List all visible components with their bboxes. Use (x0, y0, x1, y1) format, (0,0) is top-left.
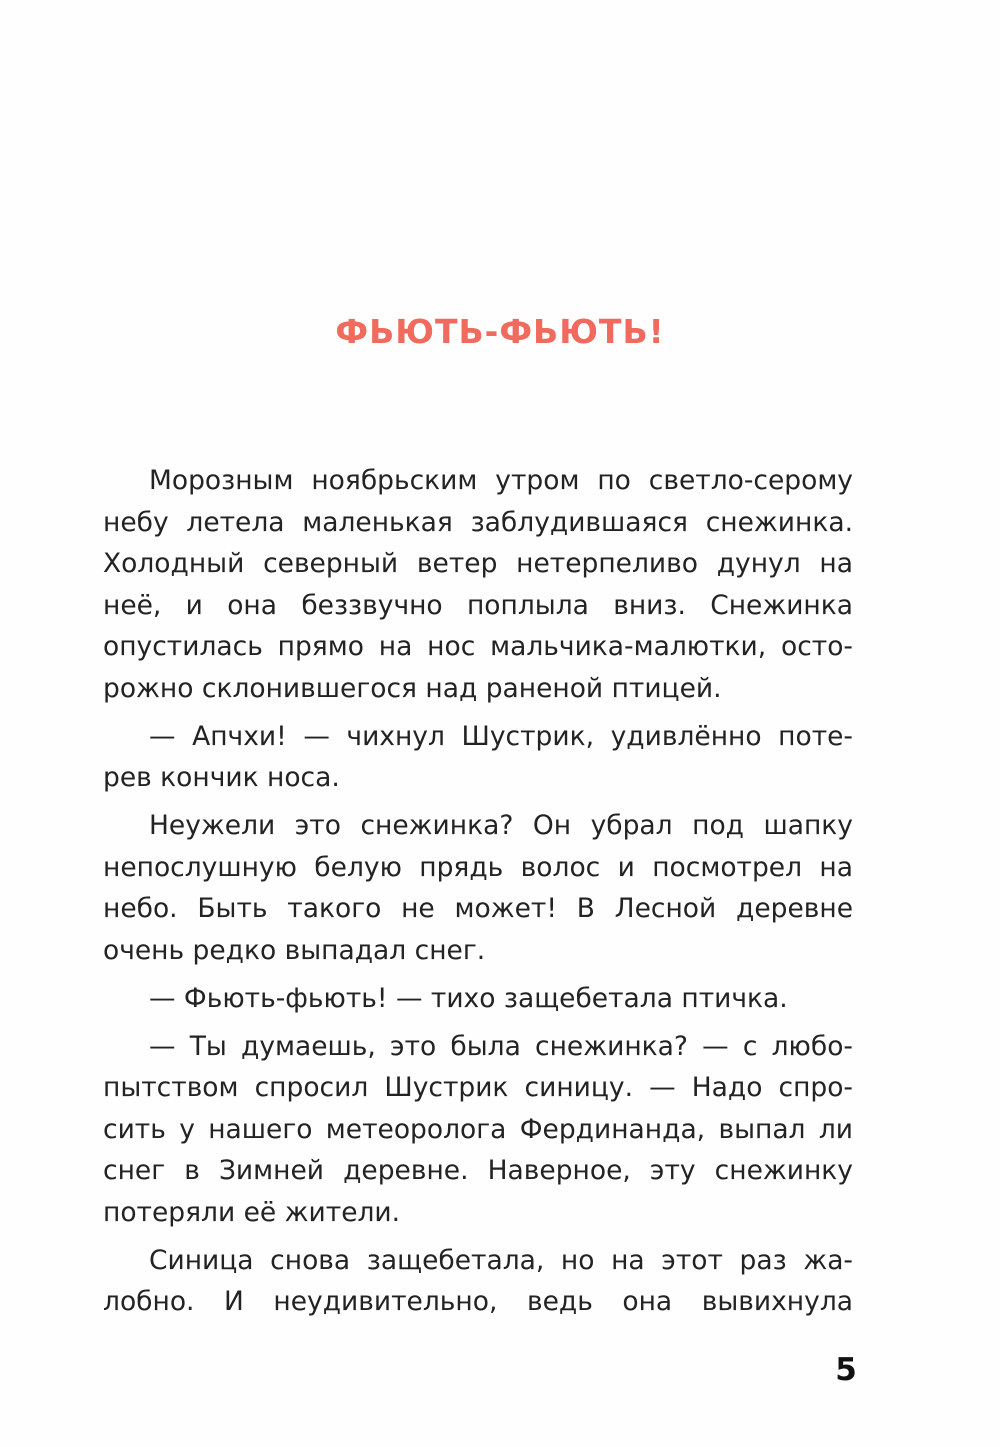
paragraph (103, 716, 853, 799)
text-line: Морозным ноябрьским утром по светло-серому (149, 465, 853, 496)
text-line: очень редко выпадал снег. (103, 934, 486, 966)
chapter-title: ФЬЮТЬ-ФЬЮТЬ! (335, 312, 665, 351)
paragraph (103, 460, 853, 709)
text-line: рожно склонившегося над раненой птицей. (103, 672, 722, 704)
text-line: непослушную белую прядь волос и посмотрел на (103, 851, 853, 883)
text-line: Синица снова защебетала, но на этот раз жа- (149, 1244, 853, 1276)
paragraph (103, 805, 853, 971)
text-line: опустилась прямо на нос мальчика-малютки, осто- (103, 631, 853, 662)
page-number: 5 (835, 1352, 857, 1388)
text-line: неё, и она беззвучно поплыла вниз. Снежинка (103, 589, 853, 621)
text-line: рев кончик носа. (103, 762, 340, 793)
text-line: сить у нашего метеоролога Фердинанда, выпал ли (103, 1113, 853, 1145)
paragraph (103, 978, 853, 1020)
text-line: небо. Быть такого не может! В Лесной деревне (103, 893, 853, 924)
text-line: потеряли её жители. (103, 1196, 401, 1228)
paragraph (103, 1240, 853, 1323)
text-line: Неужели это снежинка? Он убрал под шапку (149, 810, 853, 841)
paragraph (103, 1026, 853, 1234)
text-line: снег в Зимней деревне. Наверное, эту снежинку (103, 1155, 853, 1186)
text-line: Холодный северный ветер нетерпеливо дунул на (103, 548, 853, 579)
text-line: — Фьють-фьють! — тихо защебетала птичка. (149, 982, 788, 1014)
text-line: лобно. И неудивительно, ведь она вывихнула (103, 1286, 853, 1317)
story-text (103, 460, 853, 1329)
text-line: — Апчхи! — чихнул Шустрик, удивлённо поте- (149, 720, 853, 752)
text-line: пытством спросил Шустрик синицу. — Надо спро- (103, 1072, 853, 1103)
text-line: — Ты думаешь, это была снежинка? — с любо- (149, 1030, 853, 1062)
text-line: небу летела маленькая заблудившаяся снежинка. (103, 506, 853, 538)
